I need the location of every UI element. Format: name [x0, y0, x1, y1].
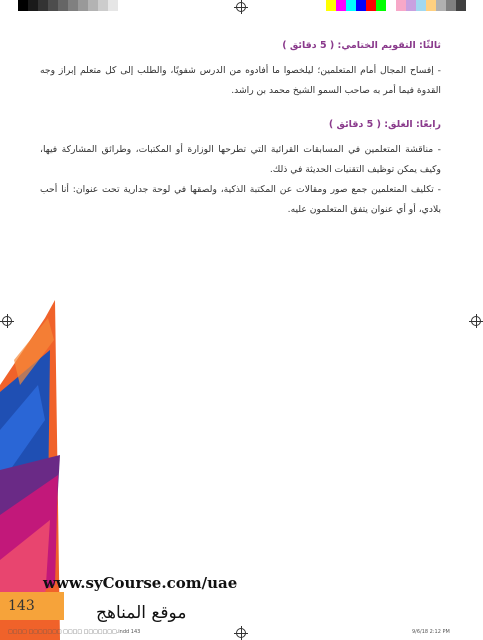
print-slug-filename: □□□□ □□□□□□□ □□□□ □□□□□□□.indd 143: [8, 629, 141, 635]
section-final-assessment: [40, 40, 441, 101]
site-name: موقع المناهج: [96, 603, 187, 623]
print-slug-timestamp: 9/6/18 2:12 PM: [412, 629, 450, 635]
section-heading: رابعًا: الغلق: ( 5 دقائق ): [328, 119, 441, 130]
section-closing: [40, 119, 441, 220]
section-paragraph: - مناقشة المتعلمين في المسابقات القرائية التي تطرحها الوزارة أو المكتبات، وطرائق المشاركة فيها، وكيف يمكن توظيف التقنيات الحديثة في ذلك.: [40, 144, 441, 175]
page-number: 143: [8, 598, 35, 614]
section-paragraph: - تكليف المتعلمين جمع صور ومقالات عن المكتبة الذكية، ولصقها في لوحة جدارية تحت عنوان: أنا أحب بلادي، أو أي عنوان يتفق المتعلمون عليه.: [40, 184, 441, 215]
section-paragraph: - إفساح المجال أمام المتعلمين؛ ليلخصوا ما أفادوه من الدرس شفويًا، والطلب إلى كل متعلم إبراز وجه القدوة فيما أمر به صاحب السمو الشيخ محمد بن راشد.: [40, 65, 441, 96]
watermark-url: www.syCourse.com/uae: [43, 574, 238, 592]
lesson-content: [40, 40, 441, 238]
section-heading: ثالثًا: التقويم الختامي: ( 5 دقائق ): [282, 40, 441, 51]
